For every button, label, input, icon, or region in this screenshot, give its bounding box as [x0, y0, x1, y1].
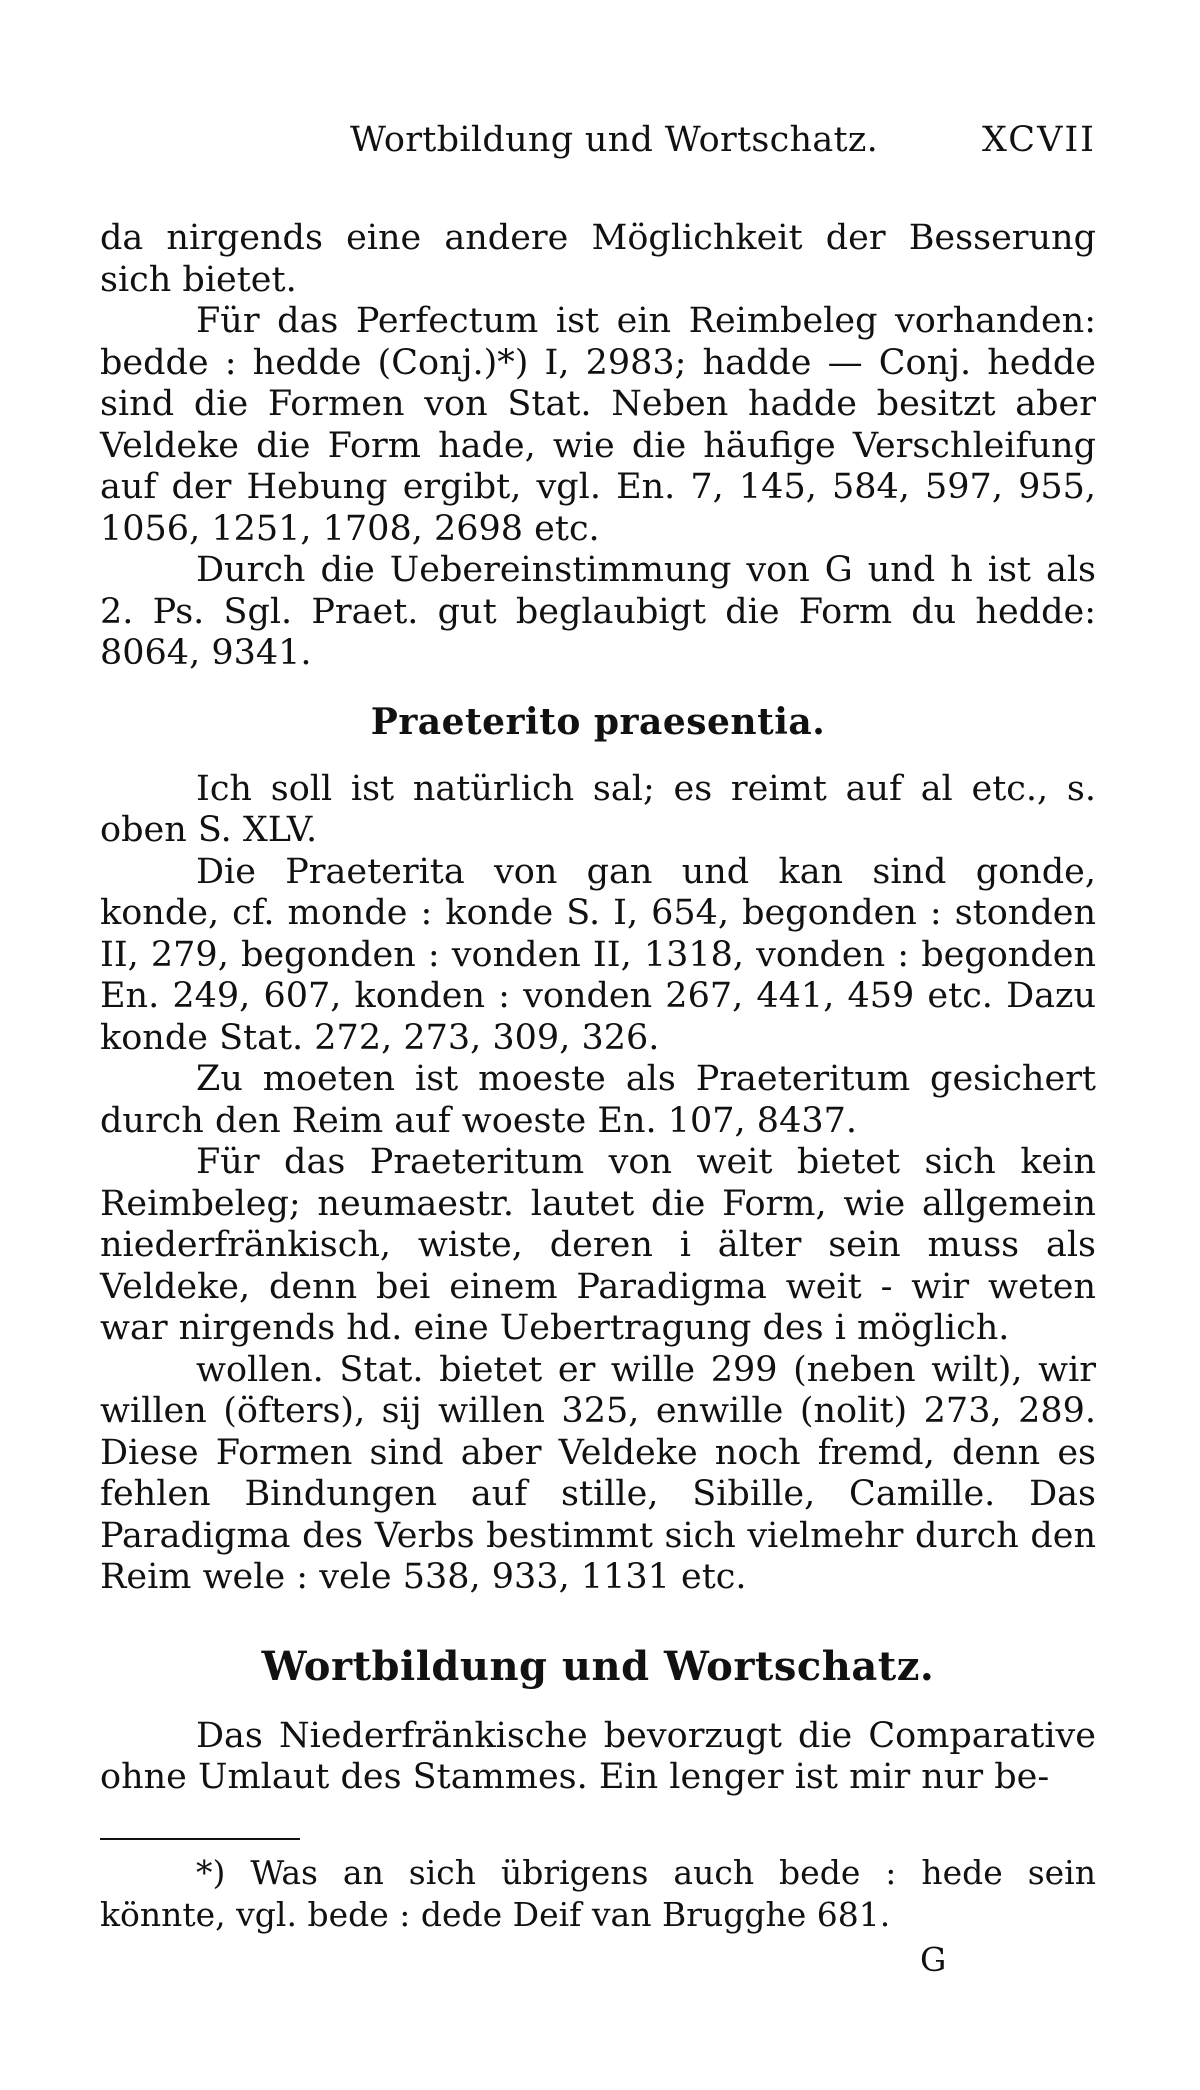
section-heading-praeterito: Praeterito praesentia.	[370, 700, 826, 743]
page-number: XCVII	[981, 120, 1096, 160]
section-heading-wortbildung: Wortbildung und Wortschatz.	[261, 1642, 935, 1690]
footnote	[100, 1852, 1096, 1935]
paragraph: wollen. Stat. bietet er wille 299 (neben wilt), wir willen (öfters), sij willen 325, enwille (nolit) 273, 289. Diese Formen sind aber Veldeke noch fremd, denn es fehlen Bindungen auf stille, Sibille, Camille. Das Paradigma des Verbs bestimmt sich vielmehr durch den Reim wele : vele 538, 933, 1131 etc.	[100, 1349, 1096, 1597]
paragraph: Das Niederfränkische bevorzugt die Comparative ohne Umlaut des Stammes. Ein lenger ist mir nur be-	[100, 1715, 1096, 1797]
running-head-title: Wortbildung und Wortschatz.	[350, 120, 879, 160]
paragraph: Für das Perfectum ist ein Reimbeleg vorhanden: bedde : hedde (Conj.)*) I, 2983; hadde — Conj. hedde sind die Formen von Stat. Neben hadde besitzt aber Veldeke die Form hade, wie die häufige Verschleifung auf der Hebung ergibt, vgl. En. 7, 145, 584, 597, 955, 1056, 1251, 1708, 2698 etc.	[100, 301, 1096, 549]
paragraph: Die Praeterita von gan und kan sind gonde, konde, cf. monde : konde S. I, 654, begonden : stonden II, 279, begonden : vonden II, 1318, vonden : begonden En. 249, 607, konden : vonden 267, 441, 459 etc. Dazu konde Stat. 272, 273, 309, 326.	[100, 851, 1096, 1058]
paragraph: Zu moeten ist moeste als Praeteritum gesichert durch den Reim auf woeste En. 107, 8437.	[100, 1059, 1096, 1141]
running-head	[350, 120, 1096, 160]
footnote-rule	[100, 1838, 300, 1840]
signature-mark: G	[920, 1940, 947, 1979]
footnote-text: *) Was an sich übrigens auch bede : hede sein könnte, vgl. bede : dede Deif van Brugghe 681.	[100, 1853, 1096, 1934]
paragraph: da nirgends eine andere Möglichkeit der Besserung sich bietet.	[100, 218, 1096, 300]
paragraph: Für das Praeteritum von weit bietet sich kein Reimbeleg; neumaestr. lautet die Form, wie allgemein niederfränkisch, wiste, deren i älter sein muss als Veldeke, denn bei einem Paradigma weit - wir weten war nirgends hd. eine Uebertragung des i möglich.	[100, 1142, 1096, 1348]
main-text	[100, 218, 1096, 1799]
paragraph: Ich soll ist natürlich sal; es reimt auf al etc., s. oben S. XLV.	[100, 768, 1096, 850]
paragraph: Durch die Uebereinstimmung von G und h ist als 2. Ps. Sgl. Praet. gut beglaubigt die Form du hedde: 8064, 9341.	[100, 550, 1096, 673]
